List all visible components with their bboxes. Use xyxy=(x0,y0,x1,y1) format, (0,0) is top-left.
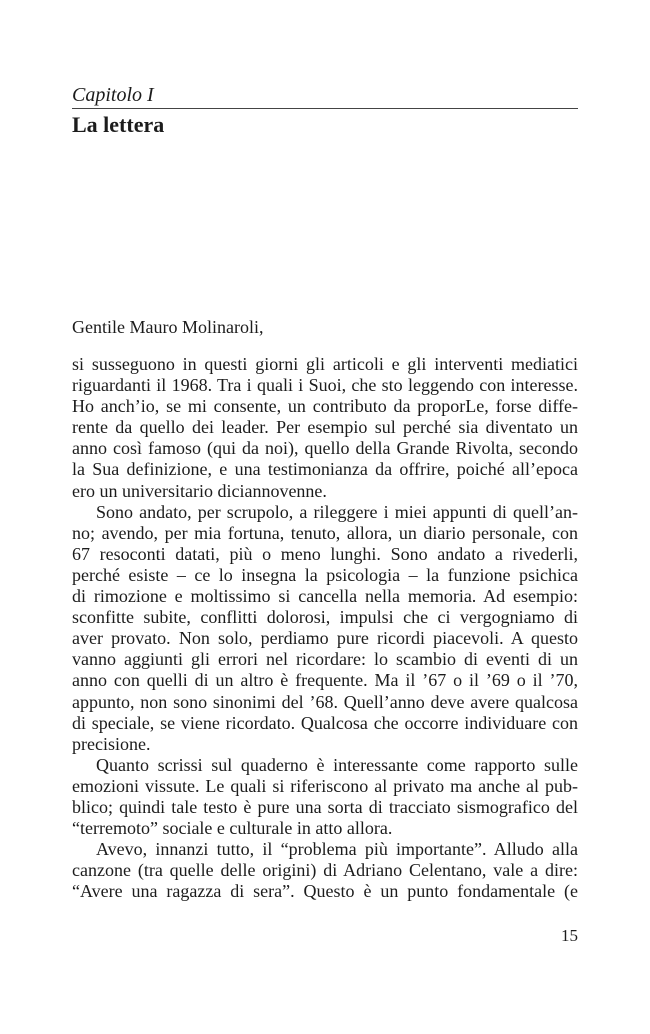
body-line: emozioni vissute. Le quali si riferiscono al privato ma anche al pub- xyxy=(72,775,578,796)
body-line: precisione. xyxy=(72,733,151,754)
chapter-divider xyxy=(72,108,578,109)
body-line: appunto, non sono sinonimi del ’68. Quell’anno deve avere qualcosa xyxy=(72,691,578,712)
body-line: Sono andato, per scrupolo, a rileggere i miei appunti di quell’an- xyxy=(96,501,578,522)
chapter-title: La lettera xyxy=(72,112,165,137)
body-line: sconfitte subite, conflitti dolorosi, impulsi che ci vergogniamo di xyxy=(72,607,578,628)
body-line: “terremoto” sociale e culturale in atto allora. xyxy=(72,818,393,839)
chapter-label: Capitolo I xyxy=(72,84,154,106)
body-line: di rimozione e moltissimo si cancella nella memoria. Ad esempio: xyxy=(72,586,578,607)
body-line: si susseguono in questi giorni gli articoli e gli interventi mediatici xyxy=(72,354,578,374)
body-line: aver provato. Non solo, perdiamo pure ricordi piacevoli. A questo xyxy=(72,628,578,649)
body-line: 67 resoconti datati, più o meno lunghi. Sono andato a rivederli, xyxy=(72,543,578,564)
body-line: riguardanti il 1968. Tra i quali i Suoi, che sto leggendo con interesse. xyxy=(72,375,578,396)
letter-body xyxy=(72,354,578,902)
body-line: “Avere una ragazza di sera”. Questo è un punto fondamentale (e xyxy=(72,881,578,902)
body-line: anno così famoso (qui da noi), quello della Grande Rivolta, secondo xyxy=(72,438,578,459)
body-line: di speciale, se viene ricordato. Qualcosa che occorre individuare con xyxy=(72,712,578,733)
body-line: Quanto scrissi sul quaderno è interessante come rapporto sulle xyxy=(96,754,578,775)
body-line: rente da quello dei leader. Per esempio sul perché sia diventato un xyxy=(72,417,578,438)
body-line: anno con quelli di un altro è frequente. Ma il ’67 o il ’69 o il ’70, xyxy=(72,670,578,691)
body-line: blico; quindi tale testo è pure una sorta di tracciato sismografico del xyxy=(72,796,578,817)
body-line: la Sua definizione, e una testimonianza da offrire, poiché all’epoca xyxy=(72,459,578,480)
body-line: Avevo, innanzi tutto, il “problema più importante”. Alludo alla xyxy=(96,839,578,860)
page-number: 15 xyxy=(561,926,578,945)
body-line: vanno aggiunti gli errori nel ricordare: lo scambio di eventi di un xyxy=(72,649,578,670)
body-line: canzone (tra quelle delle origini) di Adriano Celentano, vale a dire: xyxy=(72,860,578,881)
body-line: ero un universitario diciannovenne. xyxy=(72,480,327,501)
letter-salutation: Gentile Mauro Molinaroli, xyxy=(72,317,264,337)
body-line: Ho anch’io, se mi consente, un contributo da proporLe, forse diffe- xyxy=(72,396,578,417)
body-line: perché esiste – ce lo insegna la psicologia – la funzione psichica xyxy=(72,564,578,585)
body-line: no; avendo, per mia fortuna, tenuto, allora, un diario personale, con xyxy=(72,522,578,543)
